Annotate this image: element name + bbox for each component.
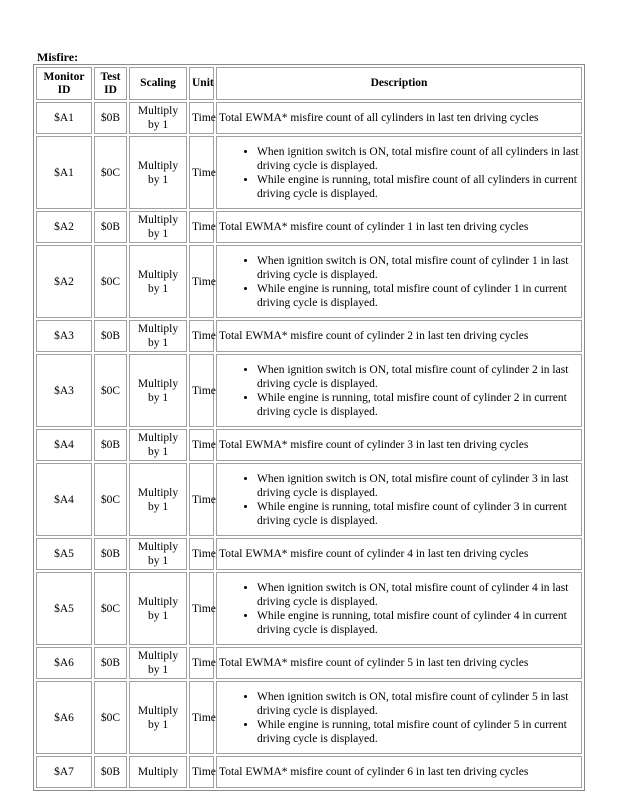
monitor-id-cell: $A4 [36, 463, 92, 536]
description-cell: Total EWMA* misfire count of cylinder 2 in last ten driving cycles [216, 320, 582, 352]
description-cell: Total EWMA* misfire count of cylinder 3 in last ten driving cycles [216, 429, 582, 461]
monitor-id-cell: $A5 [36, 538, 92, 570]
unit-cell: Time [189, 463, 214, 536]
table-row [36, 429, 582, 461]
test-id-cell: $0C [94, 681, 127, 754]
table-row [36, 354, 582, 427]
unit-cell: Time [189, 538, 214, 570]
unit-cell: Time [189, 647, 214, 679]
description-bullet: • While engine is running, total misfire count of cylinder 3 in current driving cycle is displayed. [257, 500, 579, 528]
table-row [36, 681, 582, 754]
scaling-cell: Multiply by 1 [129, 429, 187, 461]
unit-cell: Time [189, 245, 214, 318]
table-body [36, 102, 582, 788]
description-cell: Total EWMA* misfire count of cylinder 1 in last ten driving cycles [216, 211, 582, 243]
test-id-cell: $0B [94, 211, 127, 243]
unit-cell: Time [189, 756, 214, 788]
description-bullet-list [219, 363, 579, 419]
scaling-cell: Multiply [129, 756, 187, 788]
description-cell: Total EWMA* misfire count of cylinder 6 in last ten driving cycles [216, 756, 582, 788]
description-bullet: • While engine is running, total misfire count of cylinder 1 in current driving cycle is displayed. [257, 282, 579, 310]
header-row [36, 67, 582, 100]
description-cell: Total EWMA* misfire count of all cylinders in last ten driving cycles [216, 102, 582, 134]
table-row [36, 320, 582, 352]
description-bullet: • While engine is running, total misfire count of cylinder 5 in current driving cycle is displayed. [257, 718, 579, 746]
description-cell: Total EWMA* misfire count of cylinder 5 in last ten driving cycles [216, 647, 582, 679]
unit-cell: Time [189, 681, 214, 754]
description-cell [216, 354, 582, 427]
header-unit: Unit [189, 67, 214, 100]
description-cell [216, 681, 582, 754]
test-id-cell: $0B [94, 538, 127, 570]
unit-cell: Time [189, 572, 214, 645]
table-row [36, 136, 582, 209]
description-cell [216, 245, 582, 318]
table-row [36, 211, 582, 243]
table-row [36, 245, 582, 318]
monitor-id-cell: $A6 [36, 647, 92, 679]
scaling-cell: Multiply by 1 [129, 647, 187, 679]
test-id-cell: $0C [94, 354, 127, 427]
description-cell: Total EWMA* misfire count of cylinder 4 in last ten driving cycles [216, 538, 582, 570]
description-cell [216, 463, 582, 536]
description-bullet: • While engine is running, total misfire count of cylinder 4 in current driving cycle is displayed. [257, 609, 579, 637]
monitor-id-cell: $A2 [36, 211, 92, 243]
scaling-cell: Multiply by 1 [129, 681, 187, 754]
section-title: Misfire: [37, 50, 79, 64]
table-row [36, 538, 582, 570]
scaling-cell: Multiply by 1 [129, 211, 187, 243]
unit-cell: Time [189, 354, 214, 427]
header-description: Description [216, 67, 582, 100]
table-row [36, 572, 582, 645]
monitor-id-cell: $A6 [36, 681, 92, 754]
description-bullet-list [219, 472, 579, 528]
monitor-id-cell: $A1 [36, 136, 92, 209]
test-id-cell: $0B [94, 320, 127, 352]
description-bullet: • When ignition switch is ON, total misfire count of cylinder 1 in last driving cycle is displayed. [257, 254, 579, 282]
description-bullet-list [219, 254, 579, 310]
misfire-table [33, 64, 585, 791]
test-id-cell: $0B [94, 647, 127, 679]
description-bullet: • While engine is running, total misfire count of all cylinders in current driving cycle is displayed. [257, 173, 579, 201]
scaling-cell: Multiply by 1 [129, 102, 187, 134]
unit-cell: Time [189, 211, 214, 243]
description-bullet: • When ignition switch is ON, total misfire count of cylinder 5 in last driving cycle is displayed. [257, 690, 579, 718]
unit-cell: Time [189, 136, 214, 209]
scaling-cell: Multiply by 1 [129, 572, 187, 645]
monitor-id-cell: $A3 [36, 320, 92, 352]
test-id-cell: $0B [94, 756, 127, 788]
monitor-id-cell: $A4 [36, 429, 92, 461]
description-cell [216, 136, 582, 209]
unit-cell: Time [189, 320, 214, 352]
description-bullet: • When ignition switch is ON, total misfire count of cylinder 4 in last driving cycle is displayed. [257, 581, 579, 609]
description-bullet-list [219, 581, 579, 637]
table-row [36, 756, 582, 788]
monitor-id-cell: $A5 [36, 572, 92, 645]
description-bullet: • When ignition switch is ON, total misfire count of cylinder 3 in last driving cycle is displayed. [257, 472, 579, 500]
scaling-cell: Multiply by 1 [129, 136, 187, 209]
header-test-id: Test ID [94, 67, 127, 100]
description-bullet-list [219, 145, 579, 201]
scaling-cell: Multiply by 1 [129, 354, 187, 427]
description-bullet: • When ignition switch is ON, total misfire count of cylinder 2 in last driving cycle is displayed. [257, 363, 579, 391]
description-bullet: • When ignition switch is ON, total misfire count of all cylinders in last driving cycle is displayed. [257, 145, 579, 173]
test-id-cell: $0B [94, 102, 127, 134]
test-id-cell: $0C [94, 136, 127, 209]
misfire-table-container [33, 64, 585, 800]
test-id-cell: $0C [94, 463, 127, 536]
monitor-id-cell: $A2 [36, 245, 92, 318]
scaling-cell: Multiply by 1 [129, 320, 187, 352]
test-id-cell: $0C [94, 245, 127, 318]
table-row [36, 102, 582, 134]
header-scaling: Scaling [129, 67, 187, 100]
table-row [36, 647, 582, 679]
description-bullet: • While engine is running, total misfire count of cylinder 2 in current driving cycle is displayed. [257, 391, 579, 419]
test-id-cell: $0C [94, 572, 127, 645]
monitor-id-cell: $A1 [36, 102, 92, 134]
scaling-cell: Multiply by 1 [129, 245, 187, 318]
test-id-cell: $0B [94, 429, 127, 461]
description-bullet-list [219, 690, 579, 746]
scaling-cell: Multiply by 1 [129, 538, 187, 570]
unit-cell: Time [189, 429, 214, 461]
monitor-id-cell: $A7 [36, 756, 92, 788]
monitor-id-cell: $A3 [36, 354, 92, 427]
scaling-cell: Multiply by 1 [129, 463, 187, 536]
table-row [36, 463, 582, 536]
header-monitor-id: Monitor ID [36, 67, 92, 100]
unit-cell: Time [189, 102, 214, 134]
description-cell [216, 572, 582, 645]
